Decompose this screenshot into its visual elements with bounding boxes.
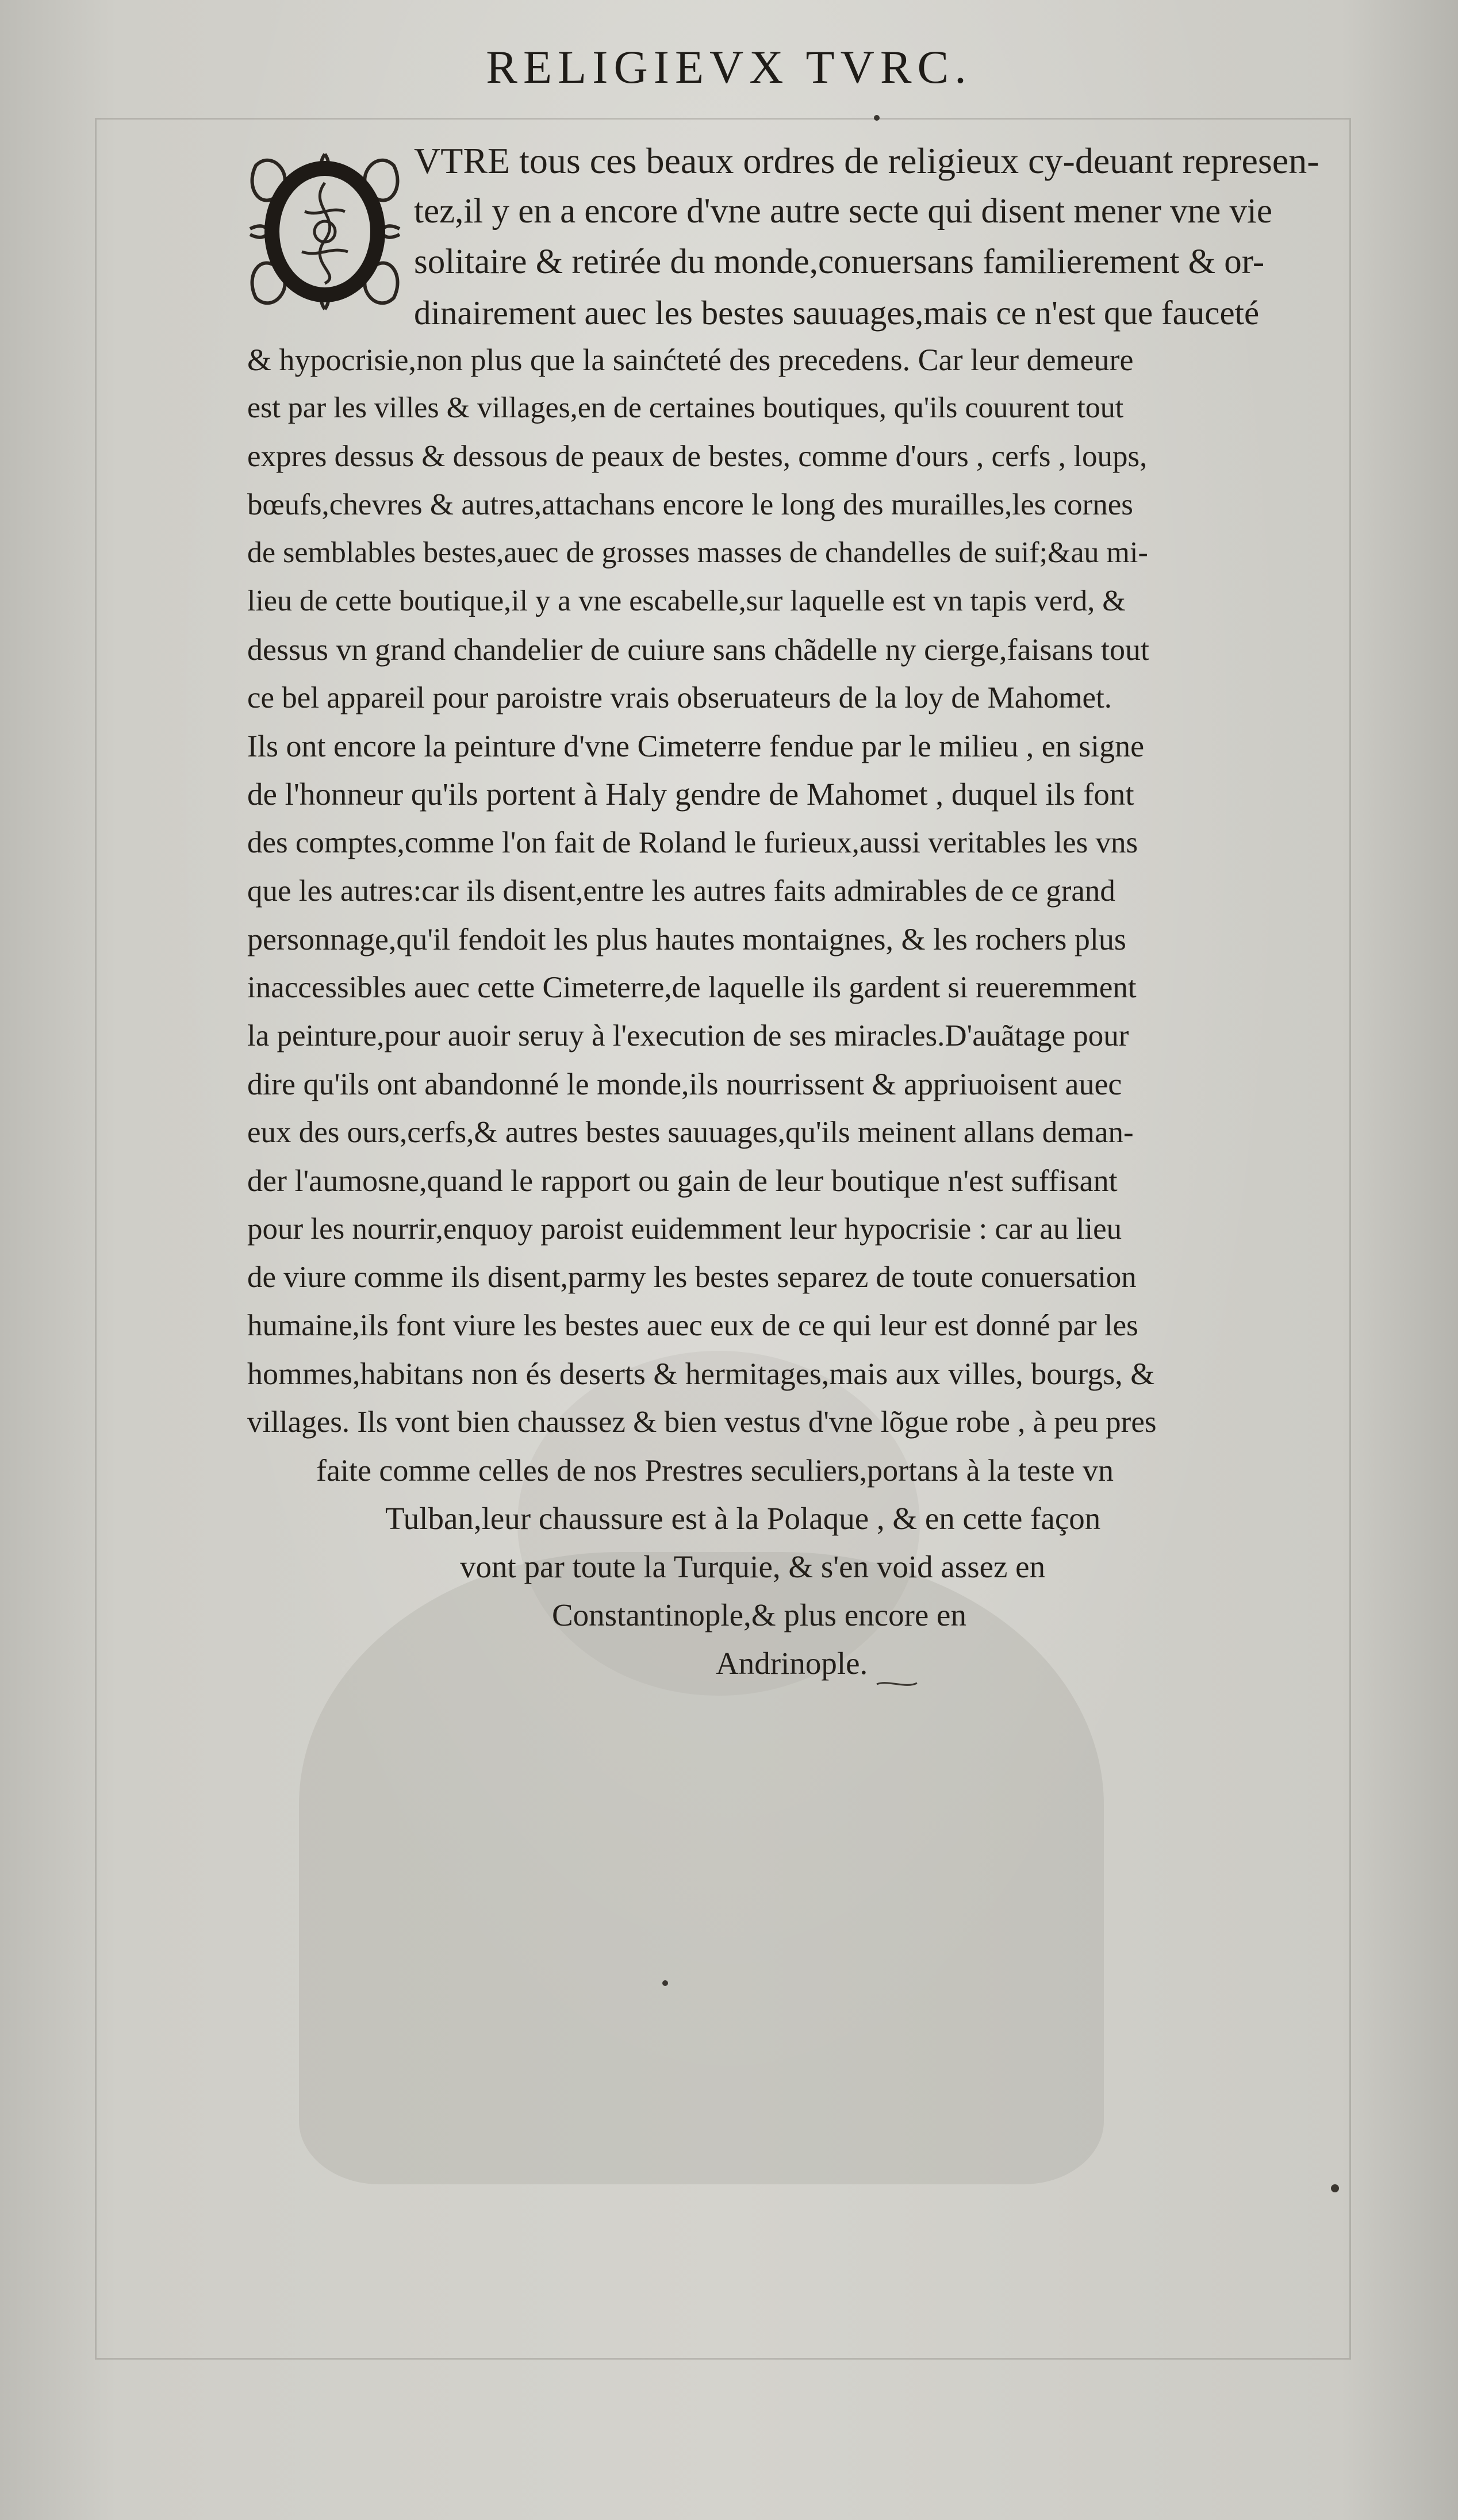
running-head: RELIGIEVX TVRC. xyxy=(486,41,972,93)
text-line: Andrinople. xyxy=(716,1646,868,1681)
text-line: expres dessus & dessous de peaux de bestes, comme d'ours , cerfs , loups, xyxy=(247,440,1148,473)
text-line: que les autres:car ils disent,entre les autres faits admirables de ce grand xyxy=(247,874,1115,908)
text-line: hommes,habitans non és deserts & hermitages,mais aux villes, bourgs, & xyxy=(247,1357,1155,1391)
text-line: est par les villes & villages,en de certaines boutiques, qu'ils couurent tout xyxy=(247,391,1124,424)
text-line: la peinture,pour auoir seruy à l'execution de ses miracles.D'auãtage pour xyxy=(247,1019,1129,1052)
text-line: faite comme celles de nos Prestres seculiers,portans à la teste vn xyxy=(316,1453,1114,1488)
text-line: VTRE tous ces beaux ordres de religieux cy-deuant represen- xyxy=(414,140,1319,181)
text-line: eux des ours,cerfs,& autres bestes sauuages,qu'ils meinent allans deman- xyxy=(247,1116,1134,1149)
text-line: solitaire & retirée du monde,conuersans familierement & or- xyxy=(414,243,1265,281)
text-line: ce bel appareil pour paroistre vrais obseruateurs de la loy de Mahomet. xyxy=(247,681,1112,714)
text-line: der l'aumosne,quand le rapport ou gain de leur boutique n'est suffisant xyxy=(247,1163,1118,1198)
text-line: vont par toute la Turquie, & s'en void assez en xyxy=(460,1549,1046,1584)
text-line: Tulban,leur chaussure est à la Polaque , & en cette façon xyxy=(385,1501,1101,1536)
text-line: personnage,qu'il fendoit les plus hautes montaignes, & les rochers plus xyxy=(247,922,1126,956)
text-line: de semblables bestes,auec de grosses masses de chandelles de suif;&au mi- xyxy=(247,536,1148,569)
text-line: dire qu'ils ont abandonné le monde,ils nourrissent & appriuoisent auec xyxy=(247,1067,1122,1101)
text-line: bœufs,chevres & autres,attachans encore le long des murailles,les cornes xyxy=(247,488,1133,521)
tail-ornament xyxy=(874,1678,920,1690)
text-line: de viure comme ils disent,parmy les bestes separez de toute conuersation xyxy=(247,1261,1137,1294)
text-line: inaccessibles auec cette Cimeterre,de laquelle ils gardent si reueremment xyxy=(247,971,1137,1004)
text-line: humaine,ils font viure les bestes auec eux de ce qui leur est donné par les xyxy=(247,1309,1138,1342)
text-line: Ils ont encore la peinture d'vne Cimeterre fendue par le milieu , en signe xyxy=(247,729,1145,763)
text-line: Constantinople,& plus encore en xyxy=(552,1597,966,1632)
text-line: dessus vn grand chandelier de cuiure sans chãdelle ny cierge,faisans tout xyxy=(247,632,1149,667)
text-line: villages. Ils vont bien chaussez & bien vestus d'vne lõgue robe , à peu pres xyxy=(247,1405,1157,1439)
text-line: lieu de cette boutique,il y a vne escabelle,sur laquelle est vn tapis verd, & xyxy=(247,585,1126,617)
text-line: dinairement auec les bestes sauuages,mais ce n'est que fauceté xyxy=(414,294,1260,332)
text-line: & hypocrisie,non plus que la sainćteté des precedens. Car leur demeure xyxy=(247,343,1134,377)
text-line: des comptes,comme l'on fait de Roland le furieux,aussi veritables les vns xyxy=(247,826,1138,859)
text-line: tez,il y en a encore d'vne autre secte qui disent mener vne vie xyxy=(414,192,1272,231)
ornamental-initial xyxy=(239,143,411,321)
text-line: de l'honneur qu'ils portent à Haly gendre de Mahomet , duquel ils font xyxy=(247,777,1134,812)
text-line: pour les nourrir,enquoy paroist euidemment leur hypocrisie : car au lieu xyxy=(247,1212,1122,1246)
